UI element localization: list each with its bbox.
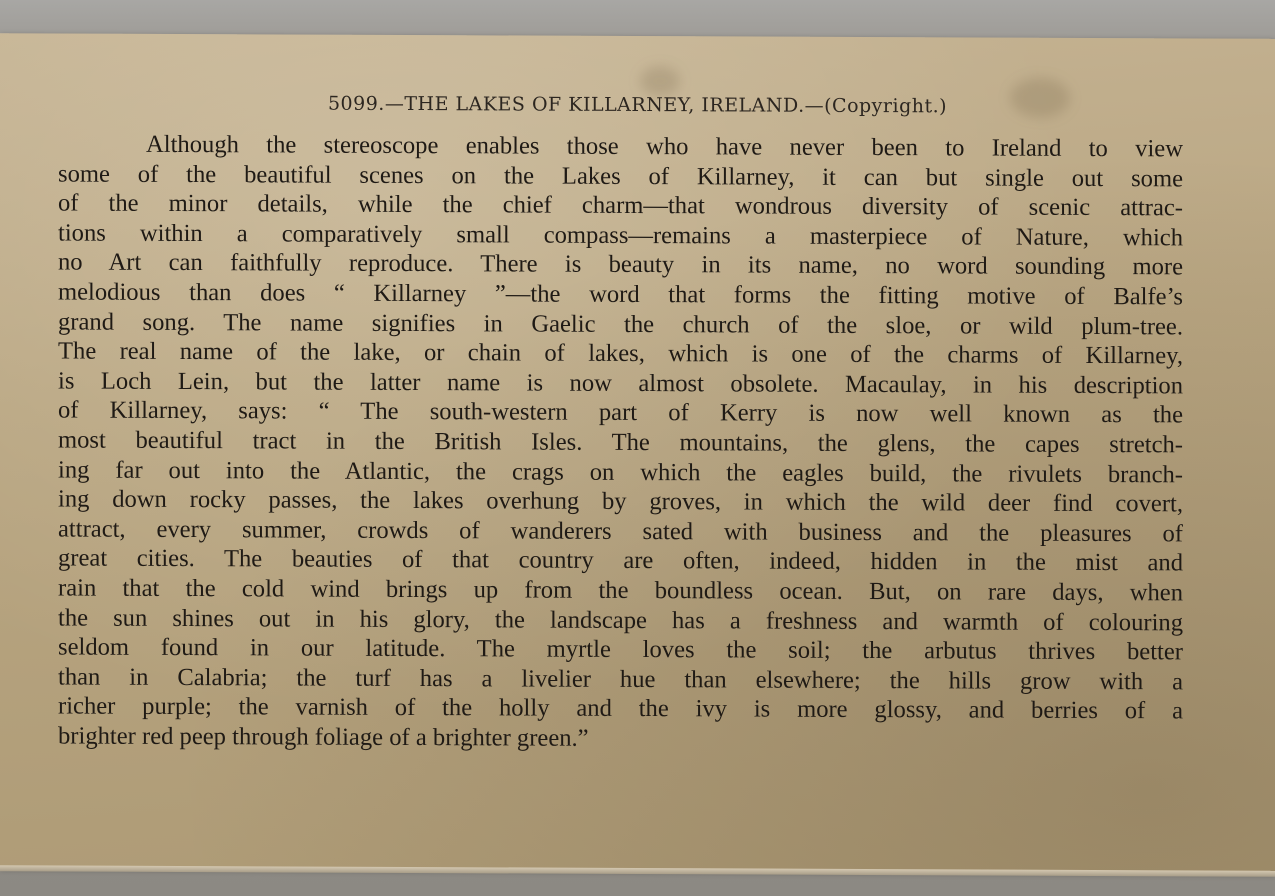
text-line: richer purple; the varnish of the holly and the ivy is more glossy, and berries of a: [58, 692, 1183, 725]
text-line: ing far out into the Atlantic, the crags on which the eagles build, the rivulets branch-: [58, 456, 1183, 488]
card-title: [0, 91, 1275, 119]
text-line: great cities. The beauties of that country are often, indeed, hidden in the mist and: [58, 544, 1183, 577]
text-line: no Art can faithfully reproduce. There is beauty in its name, no word sounding more: [58, 248, 1183, 281]
text-line: seldom found in our latitude. The myrtle loves the soil; the arbutus thrives better: [58, 633, 1183, 666]
title-text: —THE LAKES OF KILLARNEY, IRELAND.—: [384, 92, 825, 117]
text-line: tions within a comparatively small compass—remains a masterpiece of Nature, which: [58, 219, 1183, 252]
text-line: grand song. The name signifies in Gaelic the church of the sloe, or wild plum-tree.: [58, 308, 1183, 340]
text-line: than in Calabria; the turf has a livelier hue than elsewhere; the hills grow with a: [58, 663, 1183, 696]
text-line: of Killarney, says: “ The south-western part of Kerry is now well known as the: [58, 396, 1183, 429]
text-line: of the minor details, while the chief charm—that wondrous diversity of scenic attrac-: [58, 189, 1183, 222]
text-line: most beautiful tract in the British Isles. The mountains, the glens, the capes stretch-: [58, 426, 1183, 459]
text-line: rain that the cold wind brings up from the boundless ocean. But, on rare days, when: [58, 574, 1183, 607]
catalog-number: 5099.: [327, 92, 385, 115]
text-line: Although the stereoscope enables those who have never been to Ireland to view: [146, 130, 1183, 163]
text-line: ing down rocky passes, the lakes overhung by groves, in which the wild deer find covert,: [58, 485, 1183, 518]
text-line: The real name of the lake, or chain of lakes, which is one of the charms of Killarney,: [58, 337, 1183, 370]
stain-mark: [640, 66, 680, 96]
copyright-note: (Copyright.): [824, 94, 948, 118]
text-line: attract, every summer, crowds of wanderers sated with business and the pleasures of: [58, 515, 1183, 548]
text-line: the sun shines out in his glory, the landscape has a freshness and warmth of colouring: [58, 603, 1183, 636]
text-line: melodious than does “ Killarney ”—the word that forms the fitting motive of Balfe’s: [58, 278, 1183, 311]
text-line: some of the beautiful scenes on the Lakes of Killarney, it can but single out some: [58, 160, 1183, 192]
description-text: [58, 129, 1183, 755]
stereoview-card-back: [0, 33, 1275, 873]
text-line: brighter red peep through foliage of a brighter green.”: [58, 722, 589, 752]
text-line: is Loch Lein, but the latter name is now almost obsolete. Macaulay, in his description: [58, 367, 1183, 400]
